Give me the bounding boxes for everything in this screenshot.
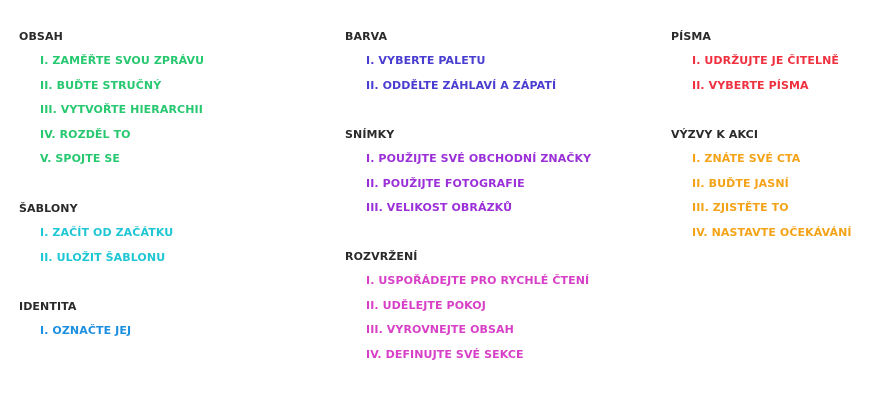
- link-zacit-od-zacatku[interactable]: I. ZAČÍT OD ZAČÁTKU: [40, 226, 174, 239]
- link-zamerte-svou-zpravu[interactable]: I. ZAMĚŘTE SVOU ZPRÁVU: [40, 54, 205, 67]
- section-heading-identita: IDENTITA: [19, 300, 77, 313]
- section-barva: [345, 25, 556, 98]
- link-nastavte-ocekavani[interactable]: IV. NASTAVTE OČEKÁVÁNÍ: [692, 225, 852, 239]
- link-vyberte-paletu[interactable]: I. VYBERTE PALETU: [366, 54, 486, 67]
- link-udrzujte-je-citelne[interactable]: I. UDRŽUJTE JE ČITELNĚ: [692, 54, 840, 67]
- section-vyzvy-k-akci: [671, 123, 852, 245]
- link-zjistete-to[interactable]: III. ZJISTĚTE TO: [692, 201, 789, 214]
- link-budte-jasni[interactable]: II. BUĎTE JASNÍ: [692, 176, 789, 190]
- section-heading-barva: BARVA: [345, 30, 388, 43]
- section-rozvrzeni: [345, 245, 589, 367]
- link-usporadejte-pro-rychle-cteni[interactable]: I. USPOŘÁDEJTE PRO RYCHLÉ ČTENÍ: [366, 274, 590, 287]
- link-velikost-obrazku[interactable]: III. VELIKOST OBRÁZKŮ: [366, 201, 513, 214]
- link-oznacte-jej[interactable]: I. OZNAČTE JEJ: [40, 324, 132, 337]
- link-pouzijte-sve-obchodni-znacky[interactable]: I. POUŽIJTE SVÉ OBCHODNÍ ZNAČKY: [366, 152, 592, 165]
- link-spojte-se[interactable]: V. SPOJTE SE: [40, 152, 121, 165]
- section-heading-sablony: ŠABLONY: [19, 202, 78, 215]
- link-udelejte-pokoj[interactable]: II. UDĚLEJTE POKOJ: [366, 298, 486, 312]
- section-heading-rozvrzeni: ROZVRŽENÍ: [345, 250, 418, 263]
- link-vyberte-pisma[interactable]: II. VYBERTE PÍSMA: [692, 78, 809, 92]
- link-oddelte-zahlavi-a-zapati[interactable]: II. ODDĚLTE ZÁHLAVÍ A ZÁPATÍ: [366, 78, 557, 92]
- section-heading-pisma: PÍSMA: [671, 30, 712, 43]
- section-heading-snimky: SNÍMKY: [345, 128, 395, 141]
- section-sablony: [19, 197, 173, 270]
- section-snimky: [345, 123, 591, 221]
- section-obsah: [19, 25, 204, 172]
- link-znate-sve-cta[interactable]: I. ZNÁTE SVÉ CTA: [692, 152, 801, 165]
- link-definujte-sve-sekce[interactable]: IV. DEFINUJTE SVÉ SEKCE: [366, 347, 524, 361]
- section-pisma: [671, 25, 839, 98]
- section-heading-vyzvy-k-akci: VÝZVY K AKCI: [671, 128, 759, 141]
- section-heading-obsah: OBSAH: [19, 30, 63, 43]
- link-pouzijte-fotografie[interactable]: II. POUŽIJTE FOTOGRAFIE: [366, 176, 525, 190]
- link-vyrovnejte-obsah[interactable]: III. VYROVNEJTE OBSAH: [366, 323, 514, 336]
- link-rozdel-to[interactable]: IV. ROZDĚL TO: [40, 127, 131, 141]
- section-identita: [19, 295, 131, 344]
- link-ulozit-sablonu[interactable]: II. ULOŽIT ŠABLONU: [40, 250, 166, 264]
- link-budte-strucny[interactable]: II. BUĎTE STRUČNÝ: [40, 78, 162, 92]
- link-vytvorte-hierarchii[interactable]: III. VYTVOŘTE HIERARCHII: [40, 103, 203, 116]
